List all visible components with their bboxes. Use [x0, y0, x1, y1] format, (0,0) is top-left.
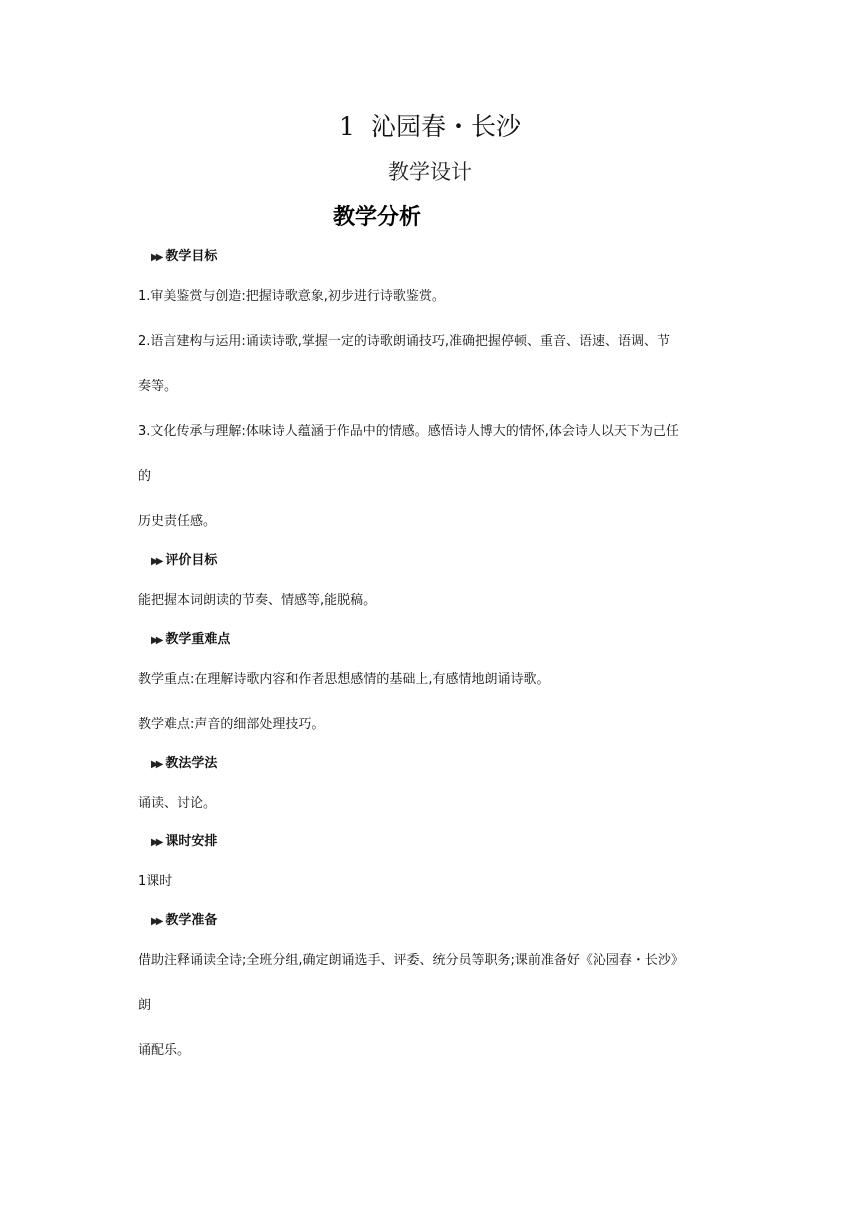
double-arrow-icon: ▶▶: [151, 759, 161, 770]
lesson-subtitle: 教学设计: [388, 160, 472, 184]
subhead-label: 教学重难点: [165, 632, 231, 647]
goal-line: 历史责任感。: [138, 514, 217, 529]
preparation-line: 借助注释诵读全诗;全班分组,确定朗诵选手、评委、统分员等职务;课前准备好《沁园春・长沙》: [138, 953, 684, 968]
goal-line: 1.审美鉴赏与创造:把握诗歌意象,初步进行诗歌鉴赏。: [138, 289, 445, 304]
subhead-label: 教学目标: [165, 249, 218, 264]
method-line: 诵读、讨论。: [138, 796, 217, 811]
schedule-line: 1课时: [138, 874, 173, 889]
subhead-label: 评价目标: [165, 553, 218, 568]
subhead-teaching-goals: [151, 247, 217, 268]
subhead-schedule: [151, 832, 217, 853]
key-point-line: 教学重点:在理解诗歌内容和作者思想感情的基础上,有感情地朗诵诗歌。: [138, 672, 550, 687]
key-point-line: 教学难点:声音的细部处理技巧。: [138, 717, 325, 732]
goal-line: 2.语言建构与运用:诵读诗歌,掌握一定的诗歌朗诵技巧,准确把握停顿、重音、语速、语调、节: [138, 334, 671, 349]
double-arrow-icon: ▶▶: [151, 252, 161, 263]
subhead-preparation: [151, 911, 217, 932]
evaluation-line: 能把握本词朗读的节奏、情感等,能脱稿。: [138, 593, 377, 608]
double-arrow-icon: ▶▶: [151, 916, 161, 927]
subhead-label: 教法学法: [165, 756, 218, 771]
double-arrow-icon: ▶▶: [151, 635, 161, 646]
subhead-evaluation-goals: [151, 551, 217, 572]
subhead-label: 课时安排: [165, 834, 218, 849]
double-arrow-icon: ▶▶: [151, 837, 161, 848]
lesson-title: [0, 110, 860, 144]
goal-line: 3.文化传承与理解:体味诗人蕴涵于作品中的情感。感悟诗人博大的情怀,体会诗人以天下为己任: [138, 424, 679, 439]
double-arrow-icon: ▶▶: [151, 556, 161, 567]
section-heading: 教学分析: [333, 205, 422, 230]
lesson-title-text: 沁园春・长沙: [370, 112, 521, 141]
preparation-line: 诵配乐。: [138, 1043, 191, 1058]
lesson-number: 1: [339, 112, 355, 141]
goal-line: 奏等。: [138, 379, 178, 394]
subhead-label: 教学准备: [165, 913, 218, 928]
preparation-line: 朗: [138, 998, 152, 1013]
goal-line: 的: [138, 469, 152, 484]
subhead-key-points: [151, 630, 230, 651]
subhead-teaching-methods: [151, 754, 217, 775]
